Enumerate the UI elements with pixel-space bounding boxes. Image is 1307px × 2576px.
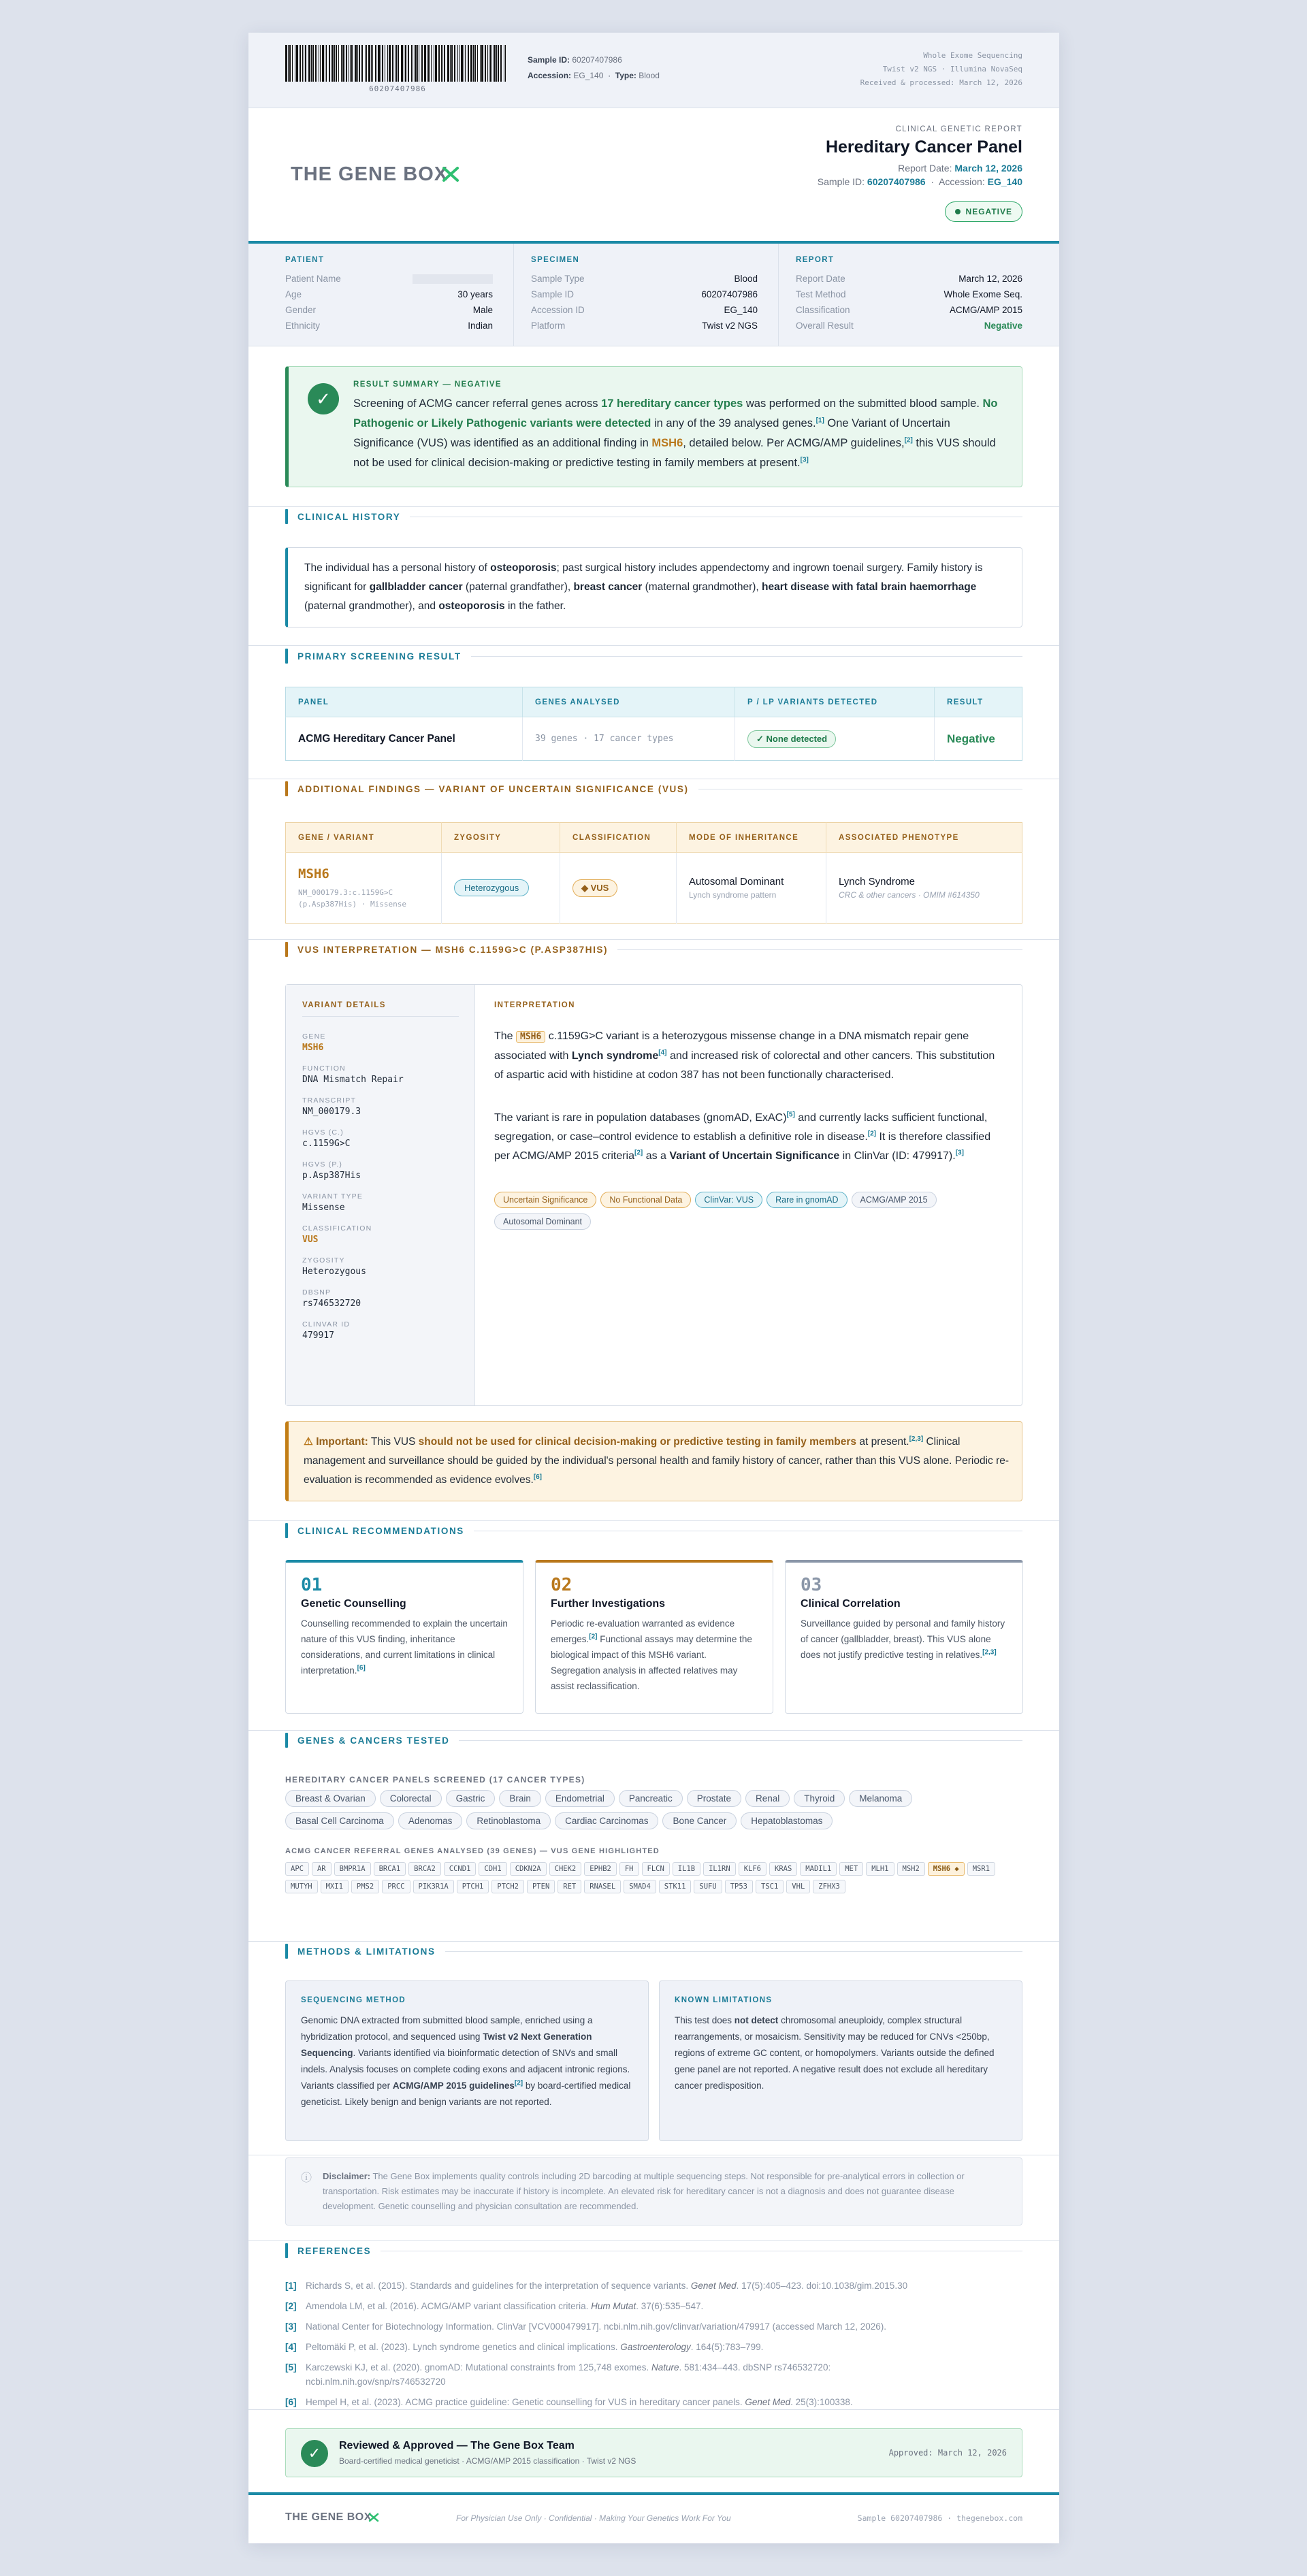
variant-detail-label: GENE: [302, 1032, 326, 1041]
reference-text: Amendola LM, et al. (2016). ACMG/AMP variant classification criteria. Hum Mutat. 37(6):535–547.: [306, 2301, 704, 2311]
vus-interpretation-panel: VARIANT DETAILS GENE MSH6 FUNCTION DNA Mismatch Repair TRANSCRIPT NM_000179.3 HGVS (C.) c.1159G>C HGVS (P.) p.Asp387His VARIANT TYPE Missense CLASSIFICATION VUS ZYGOSITY Heterozygous DBSNP rs746532720 CLINVAR ID 479917 INTERPRETATION The MSH6 c.1159G>C variant is a heterozygous missense change in a DNA mismatch repair gene associated with Lynch syndrome[4] and increased risk of colorectal and other cancers. This substitution of aspartic acid with histidine at codon 387 has not been functionally characterised. The variant is rare in population databases (gnomAD, ExAC)[5] and currently lacks sufficient functional, segregation, or case–control evidence to establish a definitive role in disease.[2] It is therefore classified per ACMG/AMP 2015 criteria[2] as a Variant of Uncertain Significance in ClinVar (ID: 479917).[3] Uncertain Significance No Functional Data ClinVar: VUS Rare in gnomAD ACMG/AMP 2015Autosomal Dominant: [285, 984, 1022, 1406]
barcode-bar: [401, 45, 403, 82]
cancer-type-pill: Retinoblastoma: [466, 1812, 551, 1829]
barcode-bar: [315, 45, 317, 82]
evidence-tag: ClinVar: VUS: [695, 1192, 762, 1208]
barcode-bar: [302, 45, 303, 82]
warning-icon: ⚠: [304, 1436, 313, 1448]
gene-chip: BRCA1: [374, 1862, 406, 1876]
barcode-bar: [329, 45, 330, 82]
info-value: Indian: [468, 321, 493, 331]
cancer-type-pill: Breast & Ovarian: [285, 1790, 376, 1807]
reference-item: [285, 2360, 1022, 2389]
accession-line: Accession: EG_140 · Type: Blood: [528, 71, 660, 80]
barcode-bar: [498, 45, 499, 82]
info-label: Accession ID: [531, 305, 585, 315]
barcode-bar: [480, 45, 481, 82]
barcode-bar: [411, 45, 412, 82]
reference-item: [285, 2340, 1022, 2354]
variant-detail-value: 479917: [302, 1331, 334, 1341]
approved-check-icon: ✓: [301, 2440, 328, 2467]
barcode-bar: [408, 45, 409, 82]
clinical-history-box: The individual has a personal history of osteoporosis; past surgical history includes appendectomy and ingrown toenail surgery. Family history is significant for gallbladder cancer (paternal grandfather), breast cancer (maternal grandmother), heart disease with fatal brain haemorrhage (paternal grandmother), and osteoporosis in the father.: [285, 547, 1022, 627]
section-clinical-history: CLINICAL HISTORY: [285, 509, 1022, 524]
recommendation-number: 01: [301, 1575, 323, 1595]
gene-chip: PTCH2: [491, 1880, 524, 1893]
cancer-type-pill: Cardiac Carcinomas: [555, 1812, 658, 1829]
barcode-bar: [500, 45, 502, 82]
variant-detail-label: DBSNP: [302, 1288, 332, 1297]
barcode-bar: [300, 45, 301, 82]
info-value: ACMG/AMP 2015: [949, 305, 1022, 315]
gene-chip: MADIL1: [800, 1862, 837, 1876]
barcode-bar: [481, 45, 483, 82]
gene-chip: CDH1: [479, 1862, 506, 1876]
barcode-bar: [496, 45, 497, 82]
recommendation-card: [285, 1560, 523, 1714]
info-row: [531, 287, 758, 302]
recommendation-title: Further Investigations: [551, 1598, 666, 1610]
info-label: Age: [285, 289, 302, 299]
barcode-bar: [477, 45, 478, 82]
info-row: [796, 271, 1022, 287]
barcode-bar: [505, 45, 506, 82]
info-row: [285, 287, 493, 302]
variant-detail-label: HGVS (P.): [302, 1160, 343, 1169]
barcode-bar: [382, 45, 383, 82]
barcode-bar: [378, 45, 380, 82]
report-title: Hereditary Cancer Panel: [825, 137, 1022, 157]
gene-chip: EPHB2: [584, 1862, 617, 1876]
reference-text: Hempel H, et al. (2023). ACMG practice guideline: Genetic counselling for VUS in hereditary cancer panels. Genet Med. 25(3):100338.: [306, 2397, 853, 2407]
cancer-type-pill: Colorectal: [380, 1790, 442, 1807]
barcode-bar: [285, 45, 287, 82]
cancer-type-pill: Hepatoblastomas: [741, 1812, 833, 1829]
known-limitations: KNOWN LIMITATIONS This test does not detect chromosomal aneuploidy, complex structural rearrangements, or mosaicism. Sensitivity may be reduced for CNVs <250bp, regions of extreme GC content, or homopolymers. Variants outside the defined gene panel are not reported. A negative result does not exclude all hereditary cancer predisposition.: [659, 1980, 1022, 2141]
info-row: [796, 287, 1022, 302]
section-additional-findings: ADDITIONAL FINDINGS — VARIANT OF UNCERTAIN SIGNIFICANCE (VUS): [285, 781, 1022, 796]
barcode-bar: [312, 45, 314, 82]
report-info: [796, 256, 1022, 333]
info-value: Male: [472, 305, 493, 315]
section-primary-screening: PRIMARY SCREENING RESULT: [285, 649, 1022, 664]
reference-number: [3]: [285, 2321, 297, 2332]
info-row: [531, 318, 758, 333]
gene-chip: PRCC: [382, 1880, 410, 1893]
barcode-bar: [435, 45, 437, 82]
important-warning: ⚠ Important: This VUS should not be used for clinical decision-making or predictive testing in family members at present.[2,3] Clinical management and surveillance should be guided by the individual's personal health and family history of cancer, rather than this VUS alone. Periodic re-evaluation is recommended as evidence evolves.[6]: [285, 1421, 1022, 1501]
gene-chip: MXI1: [321, 1880, 349, 1893]
cancer-type-pill: Gastric: [446, 1790, 496, 1807]
barcode-bar: [441, 45, 442, 82]
barcode-bar: [359, 45, 360, 82]
barcode-bar: [438, 45, 440, 82]
reference-number: [1]: [285, 2281, 297, 2291]
reference-text: National Center for Biotechnology Information. ClinVar [VCV000479917]. ncbi.nlm.nih.gov/clinvar/variation/479917 (accessed March 12, 2026).: [306, 2321, 886, 2332]
gene-chip: PTCH1: [457, 1880, 489, 1893]
variant-detail-label: CLASSIFICATION: [302, 1224, 372, 1233]
barcode-bar: [322, 45, 324, 82]
classification-badge: ◆ VUS: [572, 879, 617, 897]
variant-detail-value: VUS: [302, 1235, 319, 1245]
barcode-bar: [405, 45, 406, 82]
barcode-bar: [485, 45, 486, 82]
variant-detail-value: Missense: [302, 1203, 345, 1213]
logo-x-icon: [442, 166, 459, 182]
barcode-bar: [305, 45, 306, 82]
info-row: [796, 302, 1022, 318]
barcode-bar: [342, 45, 344, 82]
reference-item: [285, 2319, 1022, 2334]
report-heading: CLINICAL GENETIC REPORT Hereditary Cancer Panel Report Date: March 12, 2026 Sample ID: 60207407986 · Accession: EG_140: [817, 125, 1022, 187]
variant-detail: [302, 1096, 459, 1117]
barcode-bar: [338, 45, 339, 82]
variant-detail: [302, 1128, 459, 1149]
gene-chip: RET: [558, 1880, 581, 1893]
barcode-bar: [474, 45, 476, 82]
barcode-bar: [336, 45, 337, 82]
gene-chip: STK11: [659, 1880, 692, 1893]
recommendation-card: [785, 1560, 1023, 1714]
reference-number: [5]: [285, 2362, 297, 2373]
recommendation-text: Periodic re-evaluation warranted as evidence emerges.[2] Functional assays may determine the biological impact of this MSH6 variant. Segregation analysis in affected relatives may assist reclassification.: [551, 1618, 752, 1691]
info-row: [285, 318, 493, 333]
info-label: Overall Result: [796, 321, 854, 331]
recommendation-text: Counselling recommended to explain the uncertain nature of this VUS finding, inheritance considerations, and current limitations in clinical interpretation.[6]: [301, 1618, 508, 1676]
barcode-bar: [421, 45, 423, 82]
variant-detail: [302, 1288, 459, 1309]
barcode-bar: [288, 45, 289, 82]
info-value: Blood: [734, 274, 758, 284]
barcode-bar: [332, 45, 334, 82]
barcode-bar: [494, 45, 496, 82]
info-label: Ethnicity: [285, 321, 321, 331]
barcode-bar: [361, 45, 363, 82]
barcode-bar: [365, 45, 366, 82]
info-label: Classification: [796, 305, 850, 315]
variant-detail-label: HGVS (C.): [302, 1128, 344, 1137]
info-value: March 12, 2026: [958, 274, 1022, 284]
primary-result-table: PANEL GENES ANALYSED P / LP VARIANTS DETECTED RESULT ACMG Hereditary Cancer Panel 39 genes · 17 cancer types ✓ None detected Negative: [285, 687, 1022, 761]
barcode-bar: [396, 45, 397, 82]
variant-detail-value: c.1159G>C: [302, 1139, 351, 1149]
sequencing-method: SEQUENCING METHOD Genomic DNA extracted from submitted blood sample, enriched using a hybridization protocol, and sequenced using Twist v2 Next Generation Sequencing. Variants identified via bioinformatic detection of SNVs and small indels. Analysis focuses on complete coding exons and adjacent intronic regions. Variants classified per ACMG/AMP 2015 guidelines[2] by board-certified medical geneticist. Likely benign and benign variants are not reported.: [285, 1980, 649, 2141]
barcode-bar: [395, 45, 396, 82]
variant-detail: [302, 1256, 459, 1277]
gene-chip: BRCA2: [408, 1862, 441, 1876]
gene-chip: VHL: [786, 1880, 810, 1893]
cancer-type-pill: Basal Cell Carcinoma: [285, 1812, 394, 1829]
info-label: Platform: [531, 321, 566, 331]
info-label: Patient Name: [285, 274, 341, 284]
gene-chip: MET: [839, 1862, 863, 1876]
reference-item: [285, 2299, 1022, 2313]
recommendation-text: Surveillance guided by personal and family history of cancer (gallbladder, breast). This VUS alone does not justify predictive testing in relatives.[2,3]: [801, 1618, 1005, 1660]
barcode-bar: [454, 45, 455, 82]
variant-detail-value: NM_000179.3: [302, 1107, 361, 1117]
info-label: Gender: [285, 305, 317, 315]
barcode-bar: [415, 45, 417, 82]
info-label: Sample ID: [531, 289, 575, 299]
cancer-type-pill: Prostate: [687, 1790, 741, 1807]
cancer-type-list: [285, 1790, 1022, 1835]
gene-chip: CCND1: [444, 1862, 477, 1876]
info-value: 60207407986: [701, 289, 758, 299]
reference-number: [6]: [285, 2397, 297, 2407]
evidence-tag: ACMG/AMP 2015: [852, 1192, 937, 1208]
cancer-type-pill: Brain: [499, 1790, 541, 1807]
info-icon: ⓘ: [301, 2172, 312, 2184]
gene-chip: KRAS: [769, 1862, 797, 1876]
cancer-type-pill: Endometrial: [545, 1790, 615, 1807]
barcode-bar: [371, 45, 372, 82]
section-vus-interpretation: VUS INTERPRETATION — MSH6 C.1159G>C (P.ASP387HIS): [285, 942, 1022, 957]
reference-number: [4]: [285, 2342, 297, 2352]
section-methods: METHODS & LIMITATIONS: [285, 1944, 1022, 1959]
gene-chip: SUFU: [694, 1880, 722, 1893]
barcode-bar: [289, 45, 291, 82]
section-references: REFERENCES: [285, 2243, 1022, 2258]
barcode-bar: [428, 45, 430, 82]
table-row: ACMG Hereditary Cancer Panel 39 genes · 17 cancer types ✓ None detected Negative: [286, 717, 1022, 761]
barcode-bar: [308, 45, 310, 82]
variant-detail-value: MSH6: [302, 1043, 324, 1053]
patient-heading: PATIENT: [285, 256, 325, 264]
barcode-bar: [357, 45, 358, 82]
footer-logo-x-icon: [368, 2513, 379, 2522]
vus-gene-inline: MSH6: [651, 437, 683, 449]
status-badge: NEGATIVE: [945, 201, 1022, 222]
barcode-bar: [457, 45, 458, 82]
gene-chip: MUTYH: [285, 1880, 318, 1893]
reference-text: Peltomäki P, et al. (2023). Lynch syndrome genetics and clinical implications. Gastroenterology. 164(5):783–799.: [306, 2342, 764, 2352]
variant-detail-label: CLINVAR ID: [302, 1320, 351, 1328]
recommendation-title: Genetic Counselling: [301, 1598, 406, 1610]
evidence-tag: Rare in gnomAD: [767, 1192, 847, 1208]
brand-logo: THE GENE BOX: [291, 163, 448, 186]
gene-chip: MSH2: [897, 1862, 925, 1876]
evidence-tags: [494, 1192, 1012, 1235]
evidence-tag: Autosomal Dominant: [494, 1213, 591, 1230]
variant-detail: [302, 1032, 459, 1053]
gene-chip: MLH1: [866, 1862, 894, 1876]
info-row: [285, 271, 493, 287]
none-detected-badge: ✓ None detected: [747, 730, 836, 748]
barcode-bar: [451, 45, 453, 82]
gene-chip: SMAD4: [624, 1880, 656, 1893]
gene-chip: CDKN2A: [510, 1862, 547, 1876]
report-heading: REPORT: [796, 256, 835, 264]
gene-chip: KLF6: [739, 1862, 767, 1876]
barcode-bar: [375, 45, 376, 82]
barcode-bar: [368, 45, 370, 82]
cancer-type-pill: Bone Cancer: [662, 1812, 737, 1829]
info-value: Negative: [984, 321, 1022, 331]
reference-number: [2]: [285, 2301, 297, 2311]
barcode-bar: [392, 45, 393, 82]
barcode-bar: [346, 45, 347, 82]
header-meta: Whole Exome Sequencing Twist v2 NGS · Illumina NovaSeq Received & processed: March 12, 2026: [860, 51, 1022, 87]
barcode-bar: [398, 45, 399, 82]
gene-chip: PMS2: [351, 1880, 379, 1893]
approval-box: ✓ Reviewed & Approved — The Gene Box Team Board-certified medical geneticist · ACMG/AMP 2015 classification · Twist v2 NGS Approved: March 12, 2026: [285, 2428, 1022, 2477]
barcode-bar: [296, 45, 298, 82]
barcode-bar: [490, 45, 491, 82]
status-dot-icon: [955, 209, 961, 214]
section-recommendations: CLINICAL RECOMMENDATIONS: [285, 1523, 1022, 1538]
gene-chip: TP53: [725, 1880, 753, 1893]
variant-detail-label: TRANSCRIPT: [302, 1096, 357, 1105]
barcode-bar: [431, 45, 432, 82]
gene-chip: MSR1: [967, 1862, 995, 1876]
barcode-bar: [355, 45, 357, 82]
gene-chip: PIK3R1A: [413, 1880, 454, 1893]
info-row: [796, 318, 1022, 333]
barcode-bar: [470, 45, 472, 82]
barcode-bar: [372, 45, 373, 82]
variant-detail: [302, 1224, 459, 1245]
barcode-bar: [424, 45, 426, 82]
barcode-bar: [461, 45, 463, 82]
gene-list: [285, 1862, 1022, 1897]
gene-chip: PTEN: [527, 1880, 555, 1893]
barcode-bar: [389, 45, 391, 82]
patient-info: [285, 256, 493, 333]
recommendation-title: Clinical Correlation: [801, 1598, 901, 1610]
cancer-type-pill: Renal: [745, 1790, 790, 1807]
barcode-bar: [465, 45, 466, 82]
variant-detail-value: DNA Mismatch Repair: [302, 1075, 404, 1085]
barcode-number: 60207407986: [369, 84, 426, 93]
variant-detail: [302, 1160, 459, 1181]
sample-id-line: Sample ID: 60207407986: [528, 55, 622, 65]
info-value: EG_140: [724, 305, 758, 315]
evidence-tag: No Functional Data: [600, 1192, 691, 1208]
zygosity-badge: Heterozygous: [454, 879, 529, 896]
barcode-bar: [447, 45, 449, 82]
specimen-heading: SPECIMEN: [531, 256, 580, 264]
gene-chip: TSC1: [756, 1880, 784, 1893]
result-summary: ✓ RESULT SUMMARY — NEGATIVE Screening of ACMG cancer referral genes across 17 hereditary cancer types was performed on the submitted blood sample. No Pathogenic or Likely Pathogenic variants were detected in any of the 39 analysed genes.[1] One Variant of Uncertain Significance (VUS) was identified as an additional finding in MSH6, detailed below. Per ACMG/AMP guidelines,[2] this VUS should not be used for clinical decision-making or predictive testing in family members at present.[3]: [285, 366, 1022, 487]
gene-chip: AR: [312, 1862, 332, 1876]
barcode-bar: [366, 45, 367, 82]
barcode-bar: [351, 45, 353, 82]
variant-detail-value: rs746532720: [302, 1299, 361, 1309]
disclaimer: ⓘ Disclaimer: The Gene Box implements quality controls including 2D barcoding at multiple sequencing steps. Not responsible for pre-analytical errors in collection or transportation. Risk estimates may be inaccurate if history is incomplete. An elevated risk for hereditary cancer is not a diagnosis and does not guarantee disease development. Genetic counselling and physician consultation are recommended.: [285, 2157, 1022, 2226]
barcode-bar: [487, 45, 488, 82]
gene-chip: FH: [619, 1862, 639, 1876]
gene-chip: FLCN: [642, 1862, 670, 1876]
footer-brand: THE GENE BOX: [285, 2511, 372, 2524]
variant-detail-label: FUNCTION: [302, 1064, 346, 1073]
barcode-bar: [350, 45, 351, 82]
info-value: Whole Exome Seq.: [943, 289, 1022, 299]
vus-table: GENE / VARIANT ZYGOSITY CLASSIFICATION MODE OF INHERITANCE ASSOCIATED PHENOTYPE MSH6 NM_000179.3:c.1159G>C (p.Asp387His) · Missense Heterozygous ◆ VUS Autosomal Dominant Lynch syndrome pattern Lynch Syndrome CRC & other cancers · OMIM #614350: [285, 822, 1022, 924]
variant-details: VARIANT DETAILS GENE MSH6 FUNCTION DNA Mismatch Repair TRANSCRIPT NM_000179.3 HGVS (C.) c.1159G>C HGVS (P.) p.Asp387His VARIANT TYPE Missense CLASSIFICATION VUS ZYGOSITY Heterozygous DBSNP rs746532720 CLINVAR ID 479917: [286, 985, 475, 1405]
cancer-type-pill: Melanoma: [849, 1790, 912, 1807]
variant-detail-value: p.Asp387His: [302, 1171, 361, 1181]
info-row: [285, 302, 493, 318]
recommendation-number: 03: [801, 1575, 822, 1595]
gene-chip: ZFHX3: [813, 1880, 845, 1893]
variant-detail-label: VARIANT TYPE: [302, 1192, 364, 1201]
recommendation-number: 02: [551, 1575, 572, 1595]
gene-chip-highlighted: MSH6 ◆: [928, 1862, 965, 1876]
gene-chip: IL1RN: [703, 1862, 736, 1876]
barcode-bar: [442, 45, 443, 82]
redacted-name: [413, 274, 493, 284]
reference-text: Richards S, et al. (2015). Standards and guidelines for the interpretation of sequence variants. Genet Med. 17(5):405–423. doi:10.1038/gim.2015.30: [306, 2281, 908, 2291]
barcode-bar: [473, 45, 474, 82]
gene-chip: APC: [285, 1862, 309, 1876]
variant-detail: [302, 1320, 459, 1341]
barcode-bar: [444, 45, 445, 82]
report-page: 60207407986 Sample ID: 60207407986 Accession: EG_140 · Type: Blood Whole Exome Sequencing Twist v2 NGS · Illumina NovaSeq Received & processed: March 12, 2026 THE GENE BOX CLINICAL GENETIC REPORT Hereditary Cancer Panel Report Date: March 12, 2026 Sample ID: 60207407986 · Accession: EG_140 NEGATIVE PATIENT Patient Name Age 30 years Gender Male Ethnicity Indian SPECIMEN Sample Type Blood Sample ID 60207407986 Accession ID EG_140 Platform Twist v2 NGS REPORT Report Date March 12, 2026 Test Method Whole Exome Seq. Classification ACMG/AMP 2015 Overall Result Negative ✓ RESULT SUMMARY — NEGATIVE Screening of ACMG cancer referral genes across 17 hereditary cancer types was performed on the submitted blood sample. No Pathogenic or Likely Pathogenic variants were detected in any of the 39 analysed genes.[1] One Variant of Uncertain Significance (VUS) was identified as an additional finding in MSH6, detailed below. Per ACMG/AMP guidelines,[2] this VUS should not be used for clinical decision-making or predictive testing in family members at present.[3] CLINICAL HISTORY The individual has a personal history of osteoporosis; past surgical history includes appendectomy and ingrown toenail surgery. Family history is significant for gallbladder cancer (paternal grandfather), breast cancer (maternal grandmother), heart disease with fatal brain haemorrhage (paternal grandmother), and osteoporosis in the father. PRIMARY SCREENING RESULT PANEL GENES ANALYSED P / LP VARIANTS DETECTED RESULT ACMG Hereditary Cancer Panel 39 genes · 17 cancer types ✓ None detected Negative ADDITIONAL FINDINGS — VARIANT OF UNCERTAIN SIGNIFICANCE (VUS) GENE / VARIANT ZYGOSITY CLASSIFICATION MODE OF INHERITANCE ASSOCIATED PHENOTYPE MSH6 NM_000179.3:c.1159G>C (p.Asp387His) · Missense Heterozygous ◆ VUS Autosomal Dominant Lynch syndrome pattern Lynch Syndrome CRC & other cancers · OMIM #614350 VUS INTERPRETATION — MSH6 C.1159G>C (P.ASP387HIS) VARIANT DETAILS GENE MSH6 FUNCTION DNA Mismatch Repair TRANSCRIPT NM_000179.3 HGVS (C.) c.1159G>C HGVS (P.) p.Asp387His VARIANT TYPE Missense CLASSIFICATION VUS ZYGOSITY Heterozygous DBSNP rs746532720 CLINVAR ID 479917 INTERPRETATION The MSH6 c.1159G>C variant is a heterozygous missense change in a DNA mismatch repair gene associated with Lynch syndrome[4] and increased risk of colorectal and other cancers. This substitution of aspartic acid with histidine at codon 387 has not been functionally characterised. The variant is rare in population databases (gnomAD, ExAC)[5] and currently lacks sufficient functional, segregation, or case–control evidence to establish a definitive role in disease.[2] It is therefore classified per ACMG/AMP 2015 criteria[2] as a Variant of Uncertain Significance in ClinVar (ID: 479917).[3] Uncertain Significance No Functional Data ClinVar: VUS Rare in gnomAD ACMG/AMP 2015Autosomal Dominant ⚠ Important: This VUS should not be used for clinical decision-making or predictive testing in family members at present.[2,3] Clinical management and surveillance should be guided by the individual's personal health and family history of cancer, rather than this VUS alone. Periodic re-evaluation is recommended as evidence evolves.[6] CLINICAL RECOMMENDATIONS 01 Genetic Counselling Counselling recommended to explain the uncertain nature of this VUS finding, inheritance considerations, and current limitations in clinical interpretation.[6] 02 Further Investigations Periodic re-evaluation warranted as evidence emerges.[2] Functional assays may determine the biological impact of this MSH6 variant. Segregation analysis in affected relatives may assist reclassification. 03 Clinical Correlation Surveillance guided by personal and family history of cancer (gallbladder, breast). This VUS alone does not justify predictive testing in relatives.[2,3] GENES & CANCERS TESTED HEREDITARY CANCER PANELS SCREENED (17 CANCER TYPES) Breast & Ovarian Colorectal Gastric Brain Endometrial Pancreatic Prostate Renal Thyroid MelanomaBasal Cell Carcinoma Adenomas Retinoblastoma Cardiac Carcinomas Bone Cancer Hepatoblastomas ACMG CANCER REFERRAL GENES ANALYSED (39 GENES) — VUS GENE HIGHLIGHTED APC AR BMPR1A BRCA1 BRCA2 CCND1 CDH1 CDKN2A CHEK2 EPHB2 FH FLCN IL1B IL1RN KLF6 KRAS MADIL1 MET MLH1 MSH2 MSH6 ◆ MSR1MUTYH MXI1 PMS2 PRCC PIK3R1A PTCH1 PTCH2 PTEN RET RNASEL SMAD4 STK11 SUFU TP53 TSC1 VHL ZFHX3 METHODS & LIMITATIONS SEQUENCING METHOD Genomic DNA extracted from submitted blood sample, enriched using a hybridization protocol, and sequenced using Twist v2 Next Generation Sequencing. Variants identified via bioinformatic detection of SNVs and small indels. Analysis focuses on complete coding exons and adjacent intronic regions. Variants classified per ACMG/AMP 2015 guidelines[2] by board-certified medical geneticist. Likely benign and benign variants are not reported. KNOWN LIMITATIONS This test does not detect chromosomal aneuploidy, complex structural rearrangements, or mosaicism. Sensitivity may be reduced for CNVs <250bp, regions of extreme GC content, or homopolymers. Variants outside the defined gene panel are not reported. A negative result does not exclude all hereditary cancer predisposition. ⓘ Disclaimer: The Gene Box implements quality controls including 2D barcoding at multiple sequencing steps. Not responsible for pre-analytical errors in collection or transportation. Risk estimates may be inaccurate if history is incomplete. An elevated risk for hereditary cancer is not a diagnosis and does not guarantee disease development. Genetic counselling and physician consultation are recommended. REFERENCES [1] Richards S, et al. (2015). Standards and guidelines for the interpretation of sequence variants. Genet Med. 17(5):405–423. doi:10.1038/gim.2015.30 [2] Amendola LM, et al. (2016). ACMG/AMP variant classification criteria. Hum Mutat. 37(6):535–547. [3] National Center for Biotechnology Information. ClinVar [VCV000479917]. ncbi.nlm.nih.gov/clinvar/variation/479917 (accessed March 12, 2026). [4] Peltomäki P, et al. (2023). Lynch syndrome genetics and clinical implications. Gastroenterology. 164(5):783–799. [5] Karczewski KJ, et al. (2020). gnomAD: Mutational constraints from 125,748 exomes. Nature. 581:434–443. dbSNP rs746532720: ncbi.nlm.nih.gov/snp/rs746532720 [6] Hempel H, et al. (2023). ACMG practice guideline: Genetic counselling for VUS in hereditary cancer panels. Genet Med. 25(3):100338. ✓ Reviewed & Approved — The Gene Box Team Board-certified medical geneticist · ACMG/AMP 2015 classification · Twist v2 NGS Approved: March 12, 2026 THE GENE BOX For Physician Use Only · Confidential · Making Your Genetics Work For You Sample 60207407986 · thegenebox.com: [248, 33, 1059, 2543]
specimen-info: [531, 256, 758, 333]
variant-detail-value: Heterozygous: [302, 1267, 366, 1277]
section-genes-cancers: GENES & CANCERS TESTED: [285, 1733, 1022, 1748]
variant-detail: [302, 1064, 459, 1085]
info-label: Sample Type: [531, 274, 585, 284]
cancer-type-pill: Thyroid: [794, 1790, 845, 1807]
table-row: MSH6 NM_000179.3:c.1159G>C (p.Asp387His) · Missense Heterozygous ◆ VUS Autosomal Dominant Lynch syndrome pattern Lynch Syndrome CRC & other cancers · OMIM #614350: [286, 853, 1022, 924]
reference-text: Karczewski KJ, et al. (2020). gnomAD: Mutational constraints from 125,748 exomes. Nature. 581:434–443. dbSNP rs746532720: ncbi.nlm.nih.gov/snp/rs746532720: [306, 2362, 831, 2387]
info-row: [531, 302, 758, 318]
info-label: Report Date: [796, 274, 845, 284]
variant-detail-label: ZYGOSITY: [302, 1256, 345, 1265]
gene-chip: CHEK2: [549, 1862, 582, 1876]
barcode-bar: [320, 45, 321, 82]
recommendation-card: [535, 1560, 773, 1714]
barcode-bar: [450, 45, 451, 82]
gene-chip: BMPR1A: [334, 1862, 371, 1876]
reference-item: [285, 2395, 1022, 2409]
info-value: 30 years: [457, 289, 493, 299]
barcode-bar: [468, 45, 469, 82]
barcode-bar: [341, 45, 342, 82]
variant-detail: [302, 1192, 459, 1213]
barcode-bar: [326, 45, 327, 82]
info-row: [531, 271, 758, 287]
reference-item: [285, 2279, 1022, 2293]
info-value: Twist v2 NGS: [702, 321, 758, 331]
barcode-bar: [311, 45, 312, 82]
cancer-type-pill: Adenomas: [398, 1812, 463, 1829]
references-list: [285, 2279, 1022, 2415]
info-label: Test Method: [796, 289, 846, 299]
evidence-tag: Uncertain Significance: [494, 1192, 596, 1208]
barcode-bar: [417, 45, 418, 82]
barcode-bar: [334, 45, 335, 82]
barcode-bar: [292, 45, 293, 82]
check-circle-icon: ✓: [308, 383, 339, 414]
barcode: [285, 45, 510, 82]
gene-chip: IL1B: [673, 1862, 700, 1876]
gene-chip: RNASEL: [584, 1880, 621, 1893]
barcode-bar: [387, 45, 388, 82]
cancer-type-pill: Pancreatic: [619, 1790, 683, 1807]
